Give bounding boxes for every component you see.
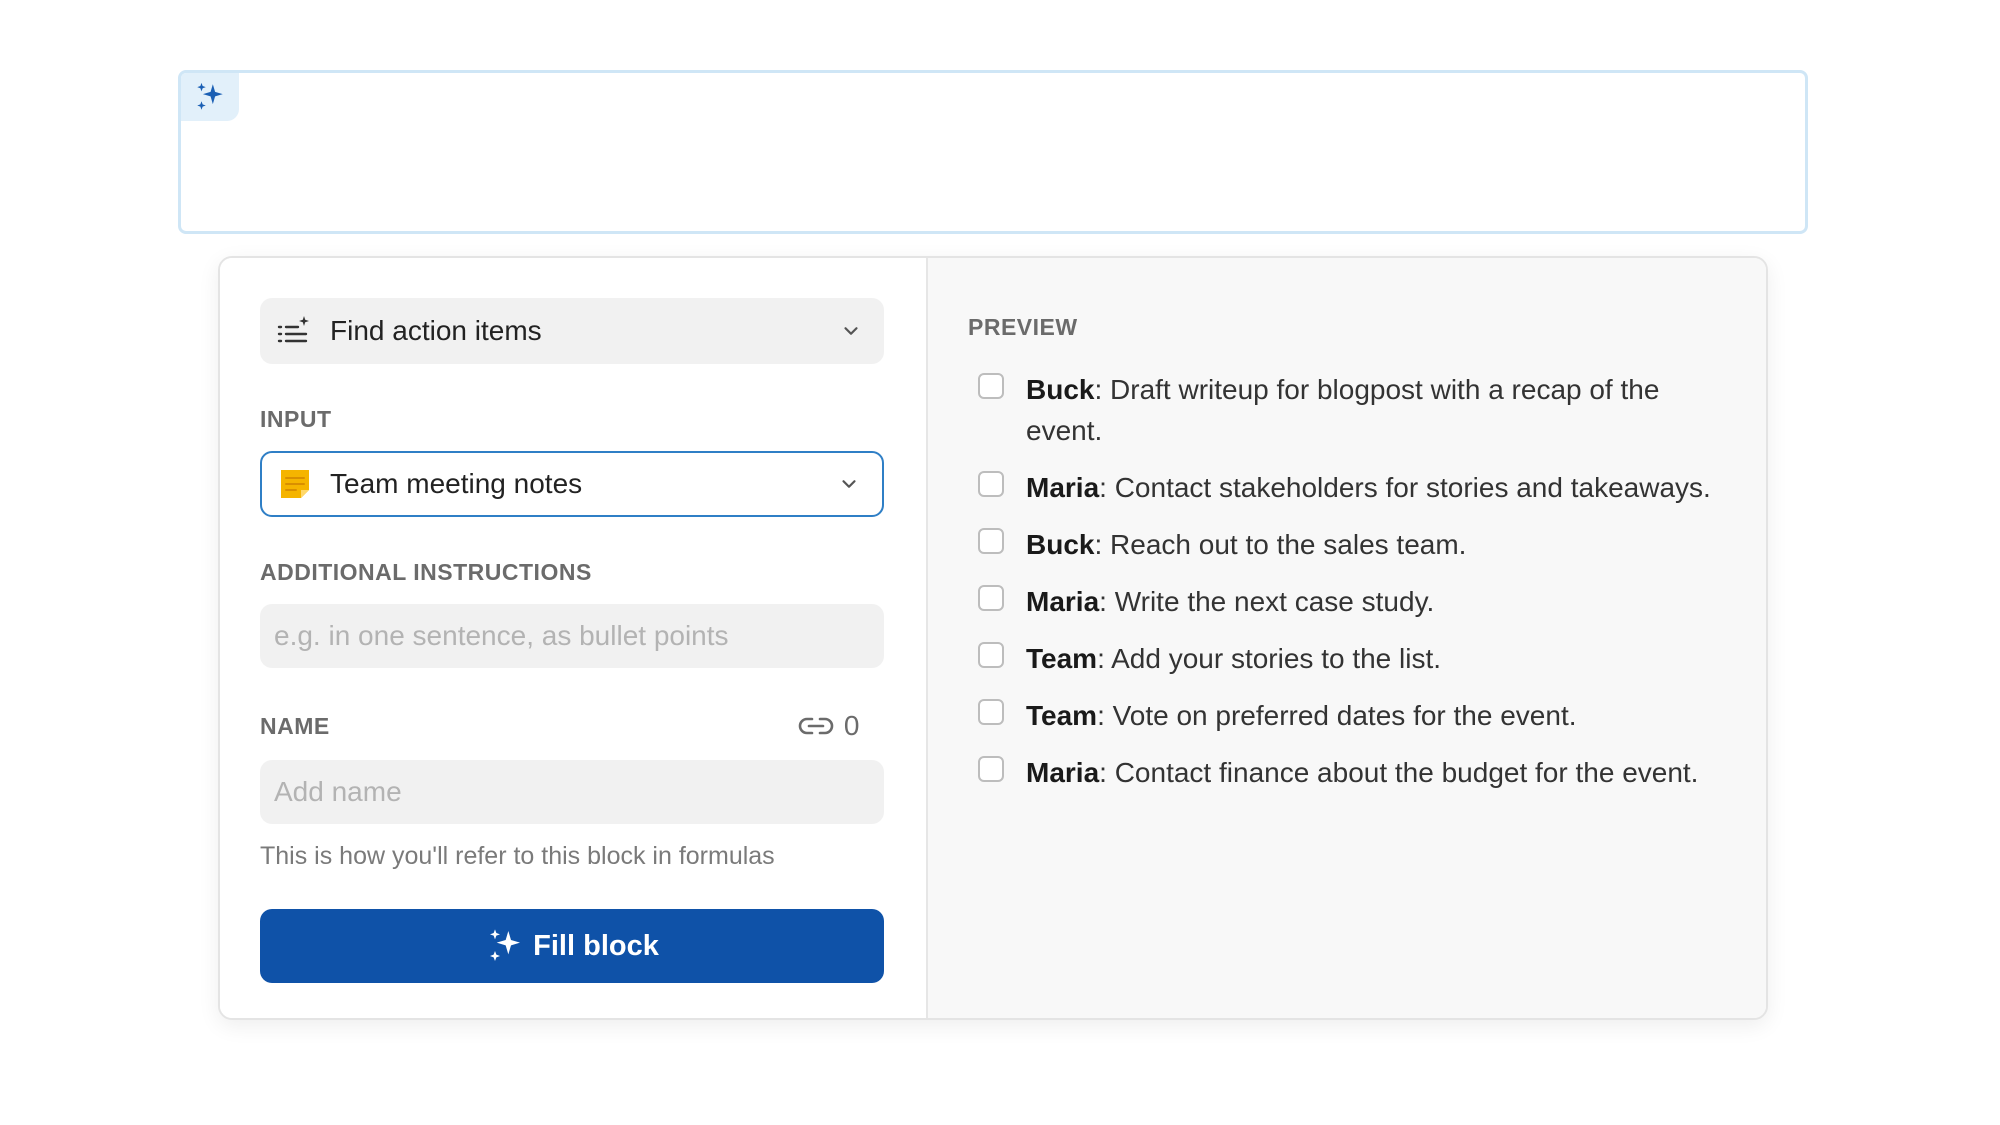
action-item xyxy=(968,695,1726,736)
action-item-owner: Maria xyxy=(1026,586,1100,617)
action-item xyxy=(968,524,1726,565)
name-label: NAME xyxy=(260,712,330,739)
action-item-checkbox[interactable] xyxy=(978,699,1004,725)
chevron-down-icon xyxy=(838,473,860,495)
sparkles-icon xyxy=(485,926,525,966)
action-item-owner: Maria xyxy=(1026,757,1100,788)
operation-select-value: Find action items xyxy=(330,315,542,346)
action-item-checkbox[interactable] xyxy=(978,471,1004,497)
input-select[interactable] xyxy=(260,451,884,517)
action-item-checkbox[interactable] xyxy=(978,642,1004,668)
list-sparkle-icon xyxy=(276,314,312,348)
additional-instructions-input[interactable]: e.g. in one sentence, as bullet points xyxy=(260,604,884,668)
input-select-value: Team meeting notes xyxy=(330,468,583,499)
input-label: INPUT xyxy=(260,406,332,432)
action-item-text: Maria: Write the next case study. xyxy=(1026,586,1435,617)
preview-label: PREVIEW xyxy=(968,314,1078,340)
action-item-owner: Buck xyxy=(1026,529,1095,560)
reference-count-value: 0 xyxy=(843,710,860,741)
fill-block-label: Fill block xyxy=(533,929,659,962)
action-item xyxy=(968,581,1726,622)
action-item-text: Buck: Reach out to the sales team. xyxy=(1026,529,1467,560)
ai-block-config-panel xyxy=(218,256,1768,1020)
preview-pane xyxy=(928,258,1766,1018)
action-item-text: Maria: Contact stakeholders for stories and takeaways. xyxy=(1026,472,1711,503)
action-item xyxy=(968,467,1726,508)
config-form xyxy=(220,258,928,1018)
action-item-text: Buck: Draft writeup for blogpost with a recap of the event. xyxy=(1026,374,1660,446)
link-icon xyxy=(798,714,834,738)
action-item-checkbox[interactable] xyxy=(978,528,1004,554)
operation-select[interactable] xyxy=(260,298,884,364)
action-item-checkbox[interactable] xyxy=(978,585,1004,611)
reference-count[interactable] xyxy=(798,710,860,742)
action-item-owner: Maria xyxy=(1026,472,1100,503)
action-item-text: Team: Vote on preferred dates for the event. xyxy=(1026,700,1577,731)
additional-instructions-label: ADDITIONAL INSTRUCTIONS xyxy=(260,559,592,585)
action-item-owner: Buck xyxy=(1026,374,1095,405)
sticky-note-icon xyxy=(278,467,312,501)
action-item-checkbox[interactable] xyxy=(978,373,1004,399)
ai-block-badge xyxy=(181,73,239,121)
name-label-row xyxy=(260,710,884,742)
action-item xyxy=(968,638,1726,679)
action-item-text: Team: Add your stories to the list. xyxy=(1026,643,1442,674)
name-input[interactable]: Add name xyxy=(260,760,884,824)
ai-block-frame[interactable] xyxy=(178,70,1808,234)
sparkles-icon xyxy=(193,80,227,114)
action-item xyxy=(968,369,1726,451)
fill-block-button[interactable] xyxy=(260,909,884,983)
action-item xyxy=(968,752,1726,793)
chevron-down-icon xyxy=(840,320,862,342)
action-item-text: Maria: Contact finance about the budget for the event. xyxy=(1026,757,1699,788)
name-hint: This is how you'll refer to this block in formulas xyxy=(260,842,775,870)
action-item-owner: Team xyxy=(1026,643,1098,674)
action-item-checkbox[interactable] xyxy=(978,756,1004,782)
action-item-owner: Team xyxy=(1026,700,1098,731)
